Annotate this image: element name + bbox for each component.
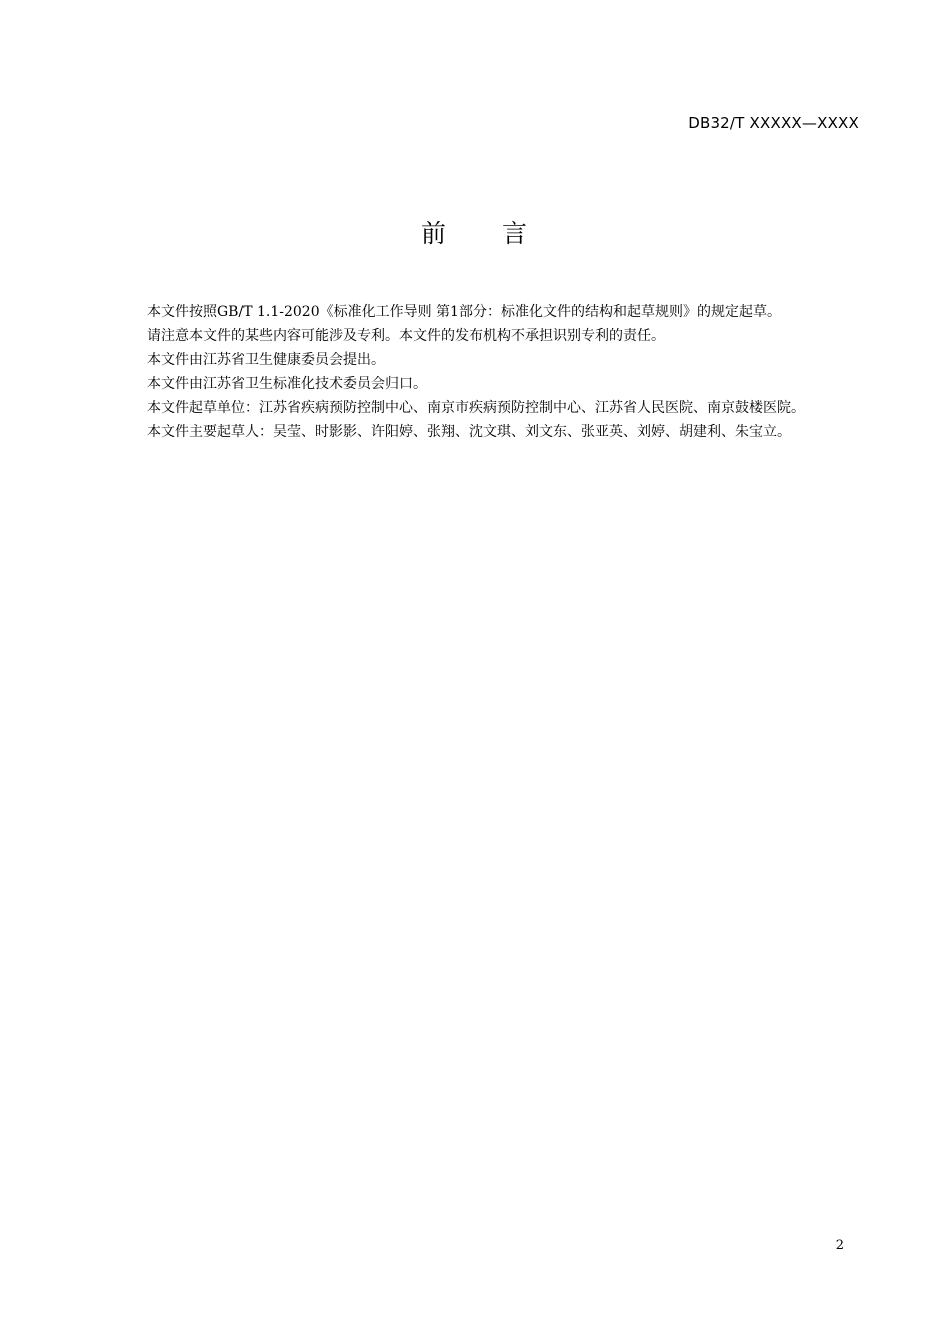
paragraph-patent-notice: 请注意本文件的某些内容可能涉及专利。本文件的发布机构不承担识别专利的责任。 bbox=[147, 328, 665, 344]
paragraph-proposer: 本文件由江苏省卫生健康委员会提出。 bbox=[147, 352, 385, 368]
paragraph-drafting-units: 本文件起草单位：江苏省疾病预防控制中心、南京市疾病预防控制中心、江苏省人民医院、南京鼓楼医院。 bbox=[147, 400, 805, 416]
page-title: 前 言 bbox=[420, 219, 529, 248]
page-number: 2 bbox=[835, 1238, 844, 1253]
paragraph-technical-committee: 本文件由江苏省卫生标准化技术委员会归口。 bbox=[147, 376, 427, 392]
foreword-body bbox=[113, 300, 860, 444]
paragraph-drafting-basis: 本文件按照GB/T 1.1-2020《标准化工作导则 第1部分：标准化文件的结构和起草规则》的规定起草。 bbox=[147, 304, 781, 320]
document-number: DB32/T XXXXX—XXXX bbox=[688, 114, 859, 132]
paragraph-drafters: 本文件主要起草人：吴莹、时影影、许阳婷、张翔、沈文琪、刘文东、张亚英、刘婷、胡建利、朱宝立。 bbox=[147, 424, 791, 440]
